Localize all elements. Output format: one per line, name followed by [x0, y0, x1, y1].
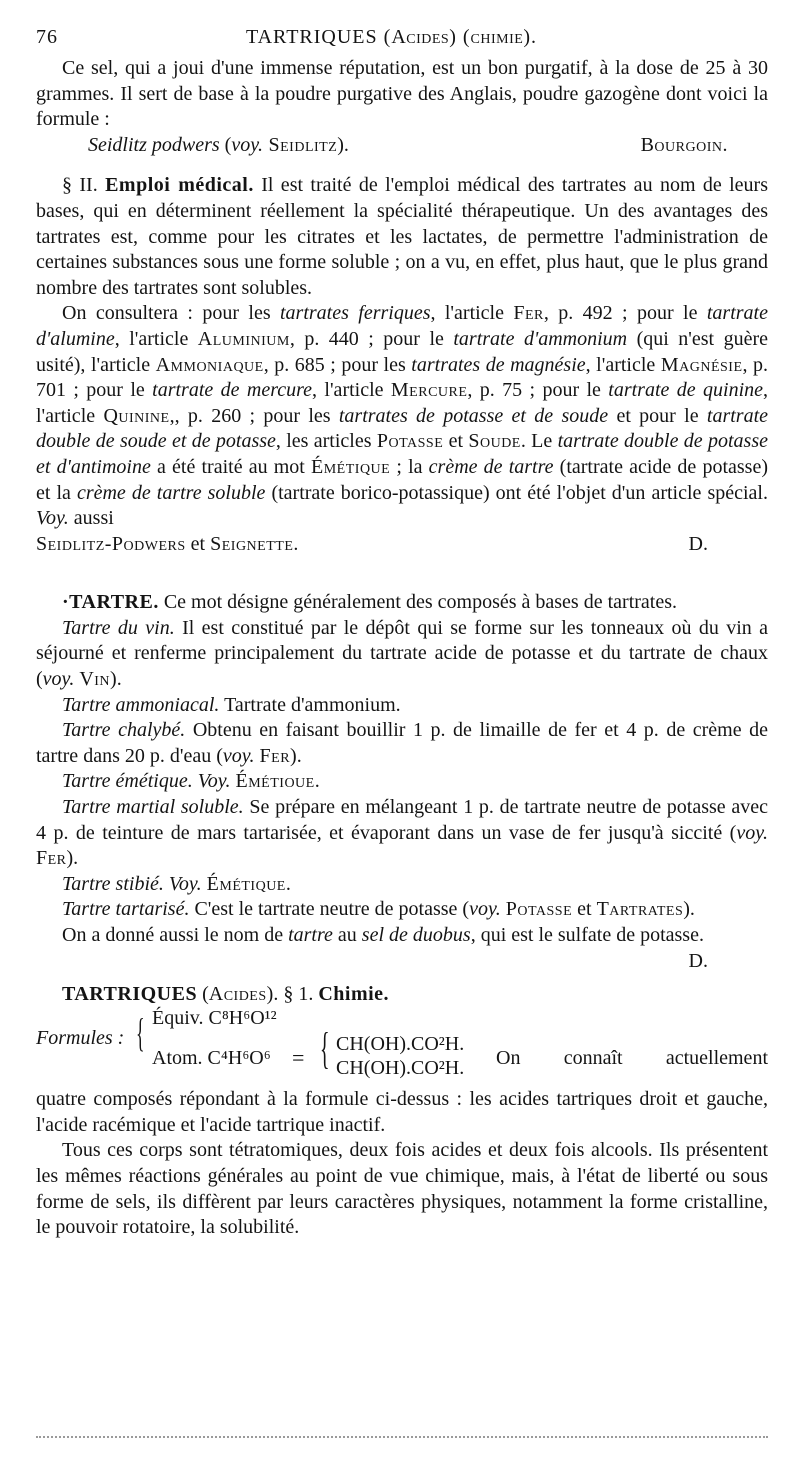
dictionary-page [36, 26, 768, 1241]
tartre-emetique: Tartre émétique. Voy. Émétioue. [62, 770, 320, 793]
structural-formula-line-1: CH(OH).CO²H. [336, 1033, 465, 1056]
formula-name: Seidlitz podwers [88, 133, 220, 156]
chemical-formula-block [36, 1007, 768, 1083]
bottom-divider [36, 1436, 768, 1438]
running-title: TARTRIQUES (Acides) (chimie). [246, 26, 537, 48]
structural-formula-line-2: CH(OH).CO²H. [336, 1057, 465, 1080]
formula-reference-line: Seidlitz podwers (voy. Seidlitz). Bourgoin. [36, 133, 768, 159]
signature-d: D. [688, 949, 708, 972]
equals-sign: = [292, 1045, 305, 1071]
running-header [36, 26, 768, 56]
section-heading: Emploi médical. [105, 174, 254, 197]
tartre-ammoniacal: Tartre ammoniacal. Tartrate d'ammonium. [62, 693, 401, 716]
page-number: 76 [36, 26, 58, 48]
intro-paragraph: Ce sel, qui a joui d'une immense réputation, est un bon purgatif, à la dose de 25 à 30 grammes. Il sert de base à la poudre purgative des Anglais, poudre gazogène dont voici la formule : [36, 57, 768, 131]
entry-tartre: ·TARTRE. Ce mot désigne généralement des composés à bases de tartrates. [62, 591, 677, 614]
tartre-stibie: Tartre stibié. Voy. Émétique. [62, 872, 291, 895]
author-signature: Bourgoin. [640, 133, 728, 156]
cross-reference-paragraph: On consultera : pour les tartrates ferriques, l'article Fer, p. 492 ; pour le tartrate d'alumine, l'article Aluminium, p. 440 ; pour le tartrate d'ammonium (qui n'est guère usité), l'article Ammoniaque, p. 685 ; pour les tartrates de magnésie, l'article Magnésie, p. 701 ; pour le tartrate de mercure, l'article Mercure, p. 75 ; pour le tartrate de quinine, l'article Quinine,, p. 260 ; pour les tartrates de potasse et de soude et pour le tartrate double de soude et de potasse, les articles Potasse et Soude. Le tartrate double de potasse et d'antimoine a été traité au mot Émétique ; la crème de tartre (tartrate acide de potasse) et la crème de tartre soluble (tartrate borico-potassique) ont été l'objet d'un article spécial. Voy. aussi [36, 302, 769, 530]
tartre-chalybe: Tartre chalybé. Obtenu en faisant bouillir 1 p. de limaille de fer et 4 p. de crème de tartre dans 20 p. d'eau (voy. Fer). [36, 719, 769, 767]
entry-heading-tartre: ·TARTRE. [62, 591, 159, 614]
right-brace: { [320, 1024, 330, 1074]
cross-reference-end-line: Seidlitz-Podwers et Seignette. D. [36, 532, 768, 558]
tartre-du-vin: Tartre du vin. Il est constitué par le dépôt qui se forme sur les tonneaux où du vin a séjourné et renferme principalement du tartrate acide de potasse et du tartrate de chaux (voy. Vin). [36, 616, 769, 691]
entry-heading-tartriques: TARTRIQUES [62, 982, 198, 1005]
left-brace: { [136, 1010, 145, 1056]
tartriques-paragraph-2: Tous ces corps sont tétratomiques, deux fois acides et deux fois alcools. Ils présentent les mêmes réactions générales au point de vue chimique, mais, à l'état de liberté ou sous forme de sels, ils diffèrent par leurs caractères physiques, notamment la forme cristalline, le pouvoir rotatoire, la solubilité. [36, 1139, 768, 1239]
equiv-formula: Équiv. C⁸H⁶O¹² [152, 1007, 277, 1030]
tartre-tartarise: Tartre tartarisé. C'est le tartrate neutre de potasse (voy. Potasse et Tartrates). [62, 898, 695, 921]
signature-d: D. [688, 532, 708, 555]
tartre-martial-soluble: Tartre martial soluble. Se prépare en mélangeant 1 p. de tartrate neutre de potasse avec 4 p. de teinture de mars tartarisée, et évaporant dans un vase de fer jusqu'à siccité (voy. Fer). [36, 796, 769, 870]
formula-label: Formules : [36, 1027, 125, 1050]
entry-tartriques: TARTRIQUES (Acides). § 1. Chimie. [62, 982, 390, 1005]
formula-tail-text: On connaît actuellement [496, 1047, 768, 1070]
tartriques-paragraph-1: quatre composés répondant à la formule ci-dessus : les acides tartriques droit et gauche, l'acide racémique et l'acide tartrique inactif. [36, 1088, 768, 1136]
section-emploi-medical: § II. Emploi médical. Il est traité de l'emploi médical des tartrates au nom de leurs bases, qui en déterminent réellement la spécialité thérapeutique. Un des avantages des tartrates est, comme pour les citrates et les lactates, de permettre l'administration de certaines substances sous une forme soluble ; on a vu, en effet, plus haut, que le plus grand nombre des tartrates sont solubles. [36, 174, 768, 299]
sel-de-duobus: On a donné aussi le nom de tartre au sel de duobus, qui est le sulfate de potasse. D. [36, 923, 768, 949]
atom-formula: Atom. C⁴H⁶O⁶ [152, 1047, 271, 1070]
